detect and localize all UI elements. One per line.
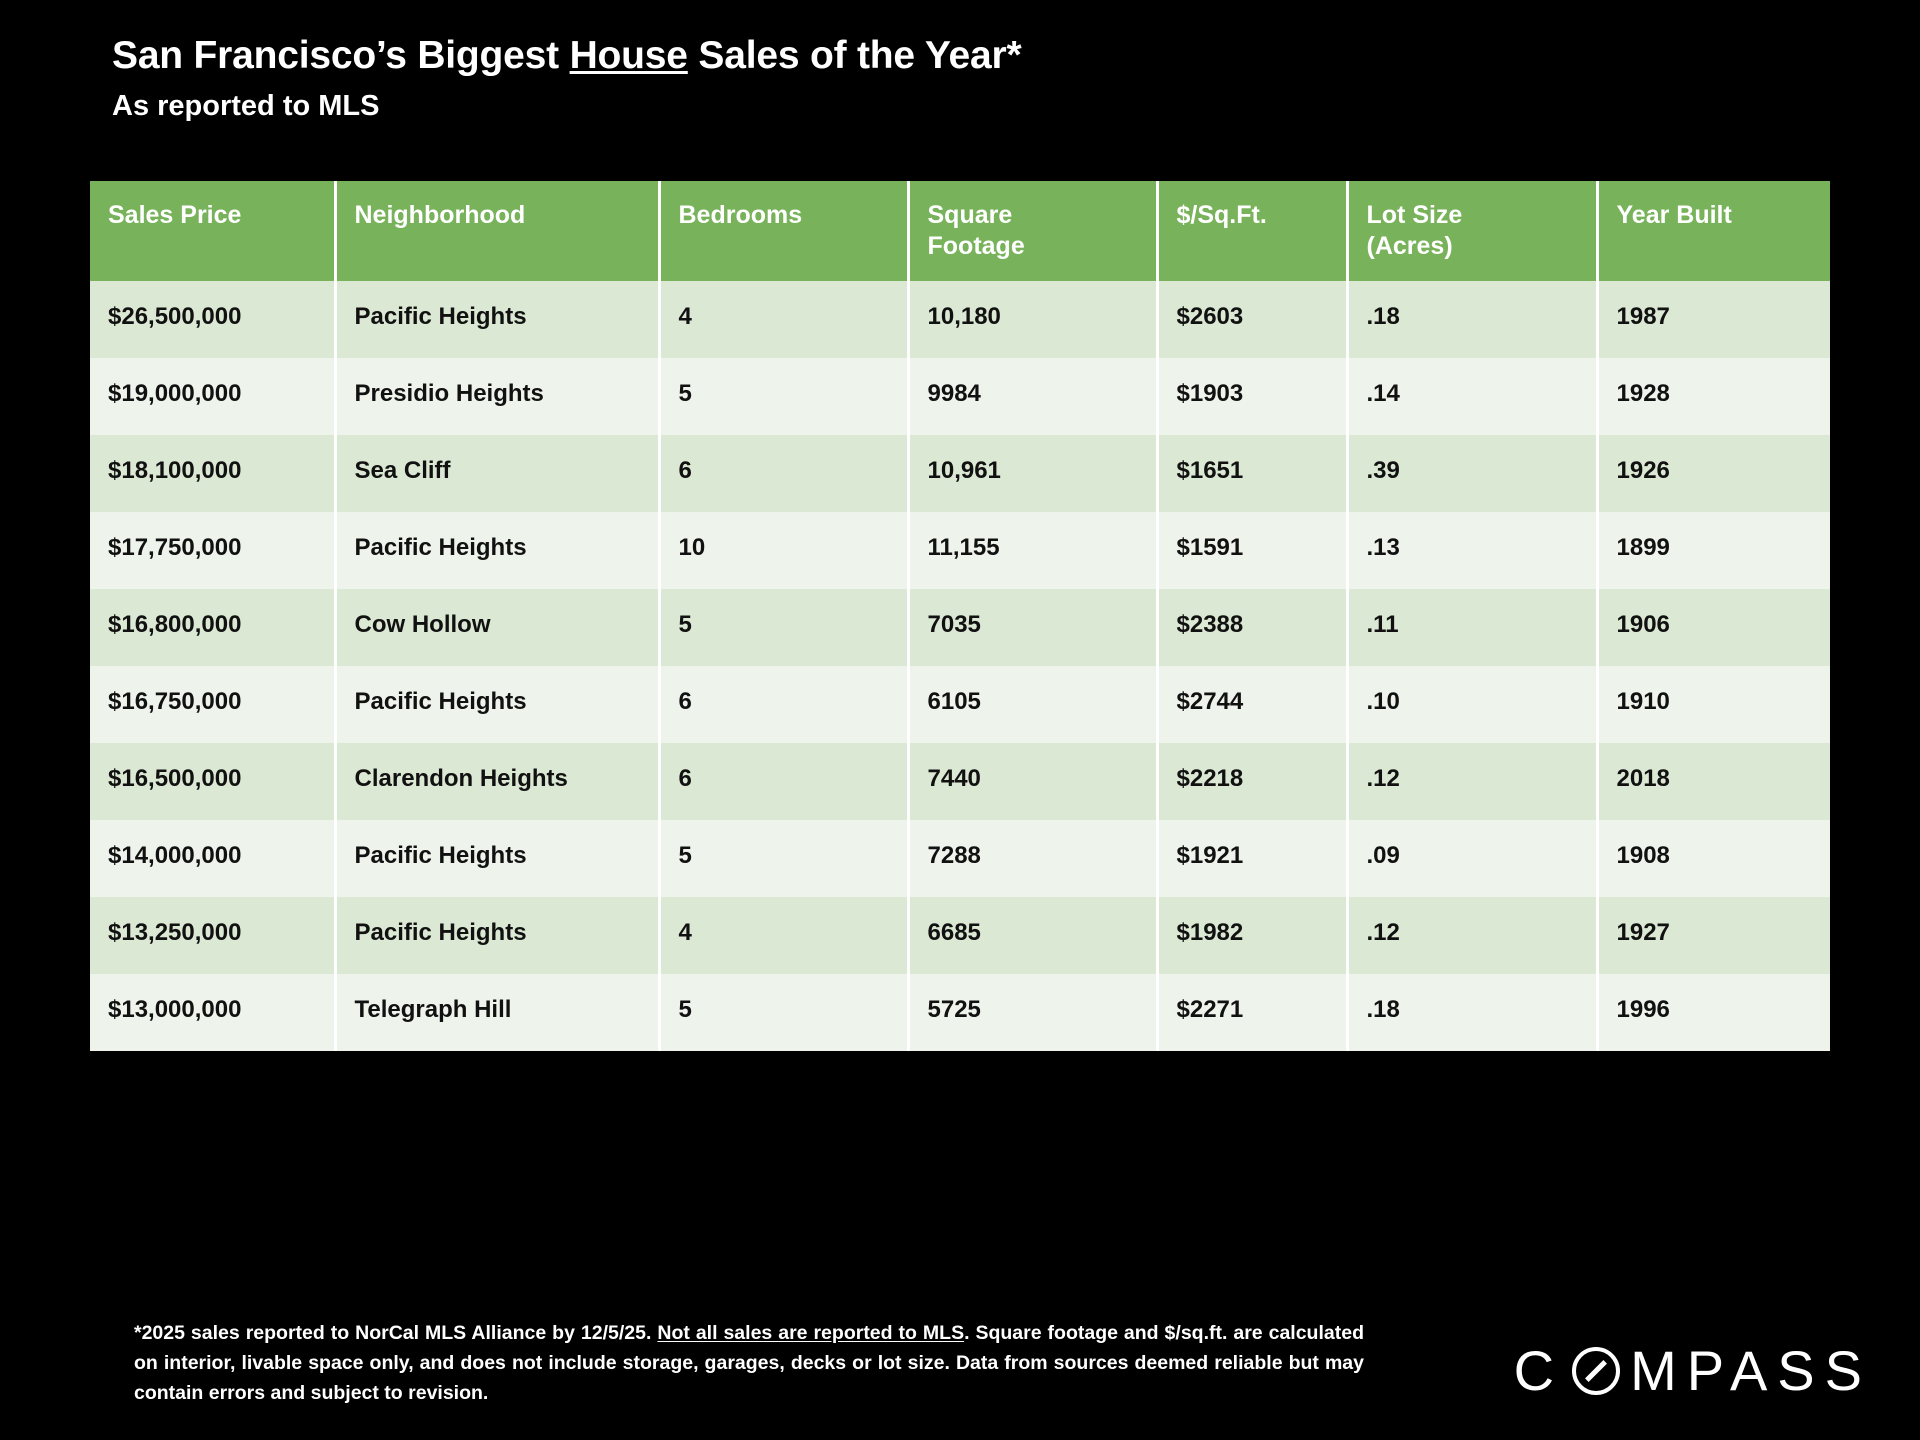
column-header-year-built — [1597, 181, 1830, 281]
cell-sales-price: $13,250,000 — [90, 897, 335, 974]
cell-price-per-sqft: $1921 — [1157, 820, 1347, 897]
table-row — [90, 743, 1830, 820]
cell-price-per-sqft: $2603 — [1157, 281, 1347, 358]
cell-bedrooms: 10 — [659, 512, 908, 589]
cell-lot-size: .12 — [1347, 743, 1597, 820]
cell-sales-price: $16,800,000 — [90, 589, 335, 666]
column-header-line2: Footage — [927, 231, 1025, 260]
cell-sales-price: $16,500,000 — [90, 743, 335, 820]
cell-lot-size: .14 — [1347, 358, 1597, 435]
cell-year-built: 1927 — [1597, 897, 1830, 974]
title-text-part2: Sales of the Year* — [687, 34, 1022, 77]
cell-sales-price: $16,750,000 — [90, 666, 335, 743]
cell-year-built: 1910 — [1597, 666, 1830, 743]
sales-table — [90, 181, 1830, 1051]
cell-year-built: 1996 — [1597, 974, 1830, 1051]
cell-neighborhood: Sea Cliff — [335, 435, 659, 512]
cell-square-footage: 9984 — [908, 358, 1157, 435]
cell-bedrooms: 5 — [659, 589, 908, 666]
footnote-part1: *2025 sales reported to NorCal MLS Alliance by 12/5/25. — [134, 1322, 658, 1344]
table-body — [90, 281, 1830, 1051]
cell-square-footage: 5725 — [908, 974, 1157, 1051]
table-row — [90, 358, 1830, 435]
cell-year-built: 1926 — [1597, 435, 1830, 512]
cell-square-footage: 7035 — [908, 589, 1157, 666]
cell-sales-price: $19,000,000 — [90, 358, 335, 435]
cell-neighborhood: Pacific Heights — [335, 512, 659, 589]
cell-price-per-sqft: $1651 — [1157, 435, 1347, 512]
table-row — [90, 666, 1830, 743]
cell-neighborhood: Cow Hollow — [335, 589, 659, 666]
table-row — [90, 820, 1830, 897]
cell-price-per-sqft: $1591 — [1157, 512, 1347, 589]
cell-square-footage: 10,961 — [908, 435, 1157, 512]
cell-price-per-sqft: $2271 — [1157, 974, 1347, 1051]
cell-bedrooms: 5 — [659, 820, 908, 897]
cell-sales-price: $26,500,000 — [90, 281, 335, 358]
cell-lot-size: .39 — [1347, 435, 1597, 512]
column-header-line1: Neighborhood — [354, 201, 526, 229]
table-header — [90, 181, 1830, 281]
table-header-row — [90, 181, 1830, 281]
table-row — [90, 589, 1830, 666]
column-header-line1: Year Built — [1616, 201, 1732, 229]
cell-neighborhood: Pacific Heights — [335, 281, 659, 358]
cell-price-per-sqft: $2388 — [1157, 589, 1347, 666]
column-header-bedrooms — [659, 181, 908, 281]
cell-bedrooms: 6 — [659, 435, 908, 512]
cell-bedrooms: 5 — [659, 974, 908, 1051]
page-title — [112, 34, 1021, 78]
cell-neighborhood: Pacific Heights — [335, 897, 659, 974]
cell-square-footage: 7288 — [908, 820, 1157, 897]
table-row — [90, 974, 1830, 1051]
cell-bedrooms: 4 — [659, 281, 908, 358]
cell-year-built: 1928 — [1597, 358, 1830, 435]
column-header-lot-size — [1347, 181, 1597, 281]
cell-bedrooms: 5 — [659, 358, 908, 435]
logo-text-right: MPASS — [1630, 1339, 1872, 1402]
cell-lot-size: .18 — [1347, 281, 1597, 358]
table-row — [90, 897, 1830, 974]
cell-year-built: 1906 — [1597, 589, 1830, 666]
table-row — [90, 512, 1830, 589]
title-block — [112, 34, 1021, 123]
cell-price-per-sqft: $1982 — [1157, 897, 1347, 974]
cell-price-per-sqft: $2218 — [1157, 743, 1347, 820]
title-text-underlined: House — [569, 34, 688, 77]
column-header-line1: Square — [927, 201, 1013, 229]
footer — [0, 1318, 1920, 1440]
column-header-line1: Sales Price — [108, 201, 242, 229]
column-header-square-footage — [908, 181, 1157, 281]
page-subtitle: As reported to MLS — [112, 90, 380, 122]
sales-table-container — [90, 181, 1830, 1051]
column-header-line2: (Acres) — [1366, 231, 1453, 260]
cell-lot-size: .10 — [1347, 666, 1597, 743]
cell-lot-size: .11 — [1347, 589, 1597, 666]
logo-text-left: C — [1513, 1339, 1565, 1402]
cell-square-footage: 6105 — [908, 666, 1157, 743]
cell-year-built: 1987 — [1597, 281, 1830, 358]
cell-lot-size: .13 — [1347, 512, 1597, 589]
cell-year-built: 1908 — [1597, 820, 1830, 897]
cell-neighborhood: Pacific Heights — [335, 666, 659, 743]
column-header-line1: $/Sq.Ft. — [1176, 201, 1267, 229]
footnote-underlined: Not all sales are reported to MLS — [657, 1322, 965, 1344]
cell-year-built: 2018 — [1597, 743, 1830, 820]
cell-sales-price: $13,000,000 — [90, 974, 335, 1051]
cell-sales-price: $18,100,000 — [90, 435, 335, 512]
cell-lot-size: .18 — [1347, 974, 1597, 1051]
column-header-sales-price — [90, 181, 335, 281]
cell-price-per-sqft: $2744 — [1157, 666, 1347, 743]
cell-lot-size: .12 — [1347, 897, 1597, 974]
compass-o-icon — [1571, 1346, 1621, 1396]
table-row — [90, 435, 1830, 512]
cell-bedrooms: 4 — [659, 897, 908, 974]
cell-price-per-sqft: $1903 — [1157, 358, 1347, 435]
cell-sales-price: $14,000,000 — [90, 820, 335, 897]
column-header-line1: Bedrooms — [678, 201, 803, 229]
cell-bedrooms: 6 — [659, 743, 908, 820]
column-header-neighborhood — [335, 181, 659, 281]
cell-square-footage: 6685 — [908, 897, 1157, 974]
cell-neighborhood: Telegraph Hill — [335, 974, 659, 1051]
cell-year-built: 1899 — [1597, 512, 1830, 589]
cell-lot-size: .09 — [1347, 820, 1597, 897]
cell-neighborhood: Clarendon Heights — [335, 743, 659, 820]
footnote-part2: . Square footage and $/sq.ft. are calculated on interior, livable space only, and does not include storage, garages, decks or lot size. Data from sources deemed reliable but may contain errors and subject to revision. — [134, 1322, 1364, 1405]
cell-neighborhood: Presidio Heights — [335, 358, 659, 435]
cell-square-footage: 10,180 — [908, 281, 1157, 358]
cell-neighborhood: Pacific Heights — [335, 820, 659, 897]
cell-sales-price: $17,750,000 — [90, 512, 335, 589]
cell-square-footage: 11,155 — [908, 512, 1157, 589]
compass-logo — [1514, 1338, 1872, 1403]
cell-square-footage: 7440 — [908, 743, 1157, 820]
column-header-line1: Lot Size — [1366, 201, 1463, 229]
cell-bedrooms: 6 — [659, 666, 908, 743]
title-text-part1: San Francisco’s Biggest — [112, 34, 570, 77]
footnote — [134, 1318, 1364, 1409]
column-header-price-per-sqft — [1157, 181, 1347, 281]
table-row — [90, 281, 1830, 358]
